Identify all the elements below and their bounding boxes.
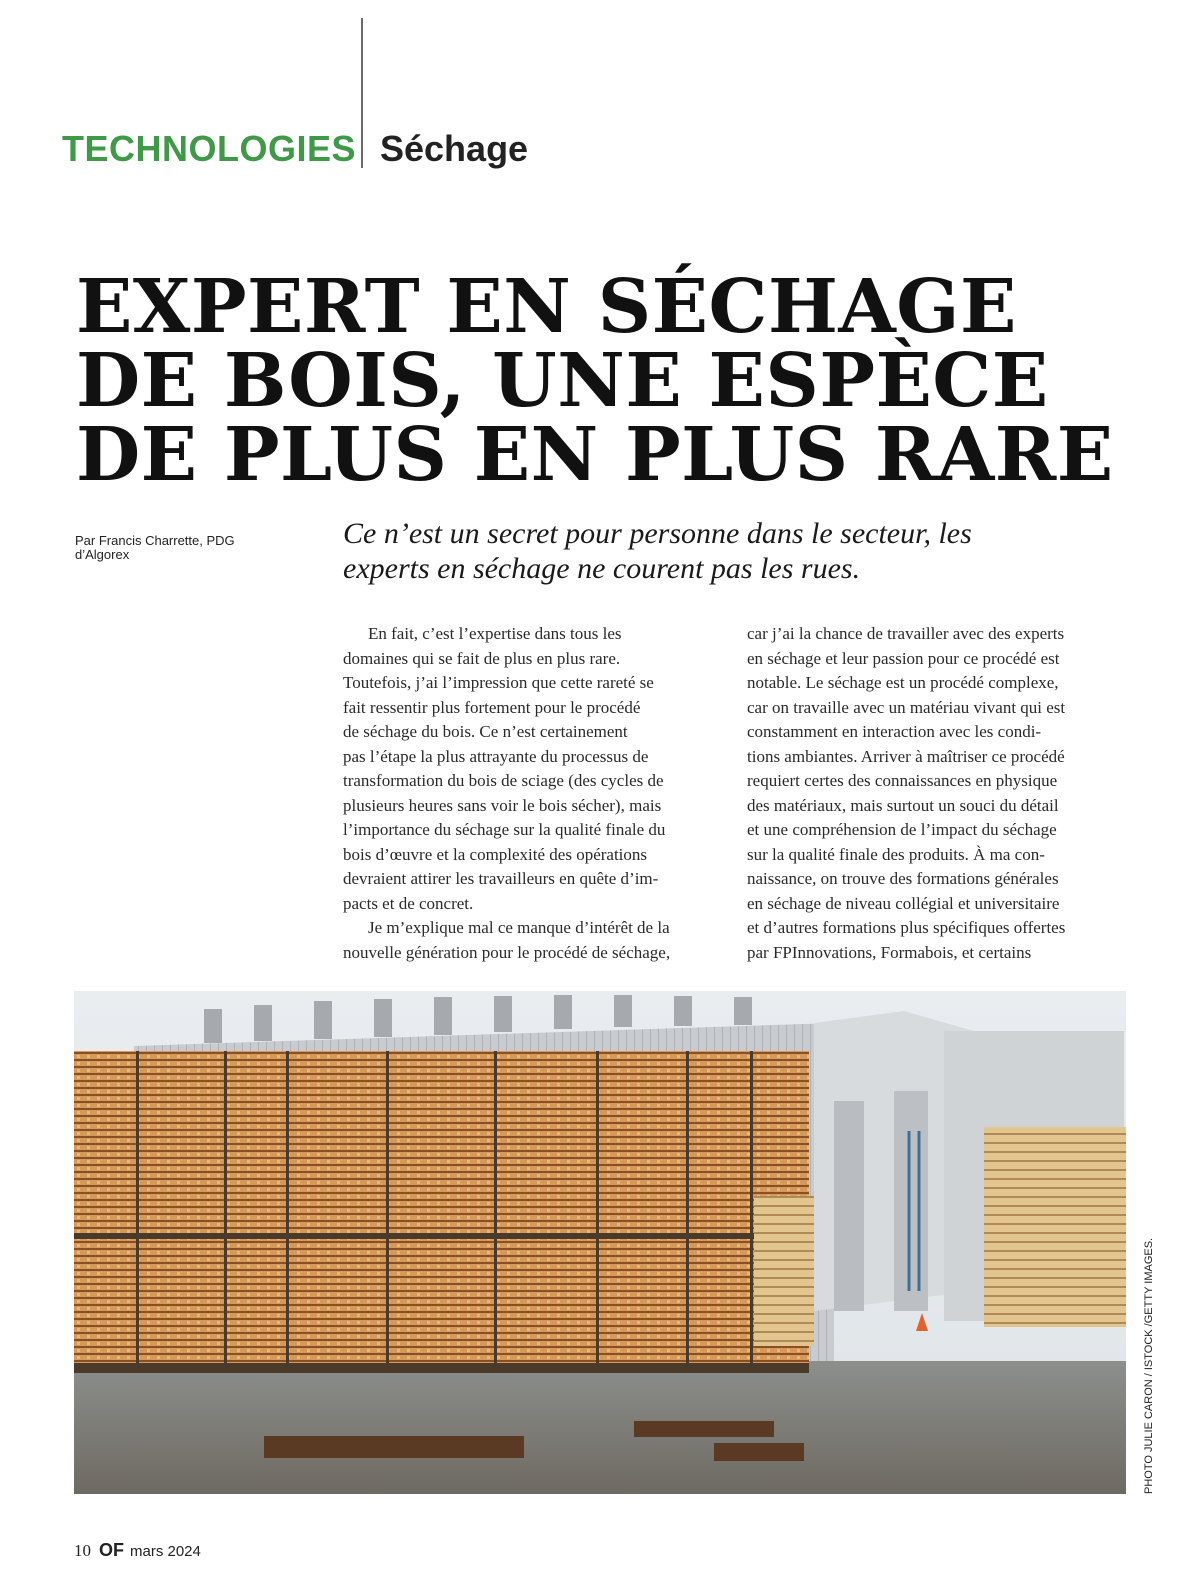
body-line: l’importance du séchage sur la qualité finale du (343, 820, 666, 839)
body-line: pas l’étape la plus attrayante du processus de (343, 746, 649, 766)
body-line: en séchage et leur passion pour ce procédé est (747, 648, 1060, 668)
article-headline (76, 264, 1156, 498)
lumber-yard-photo (74, 991, 1126, 1494)
body-line: et une compréhension de l’impact du séchage (747, 820, 1057, 839)
page-number: 10 (74, 1541, 91, 1560)
body-line: nouvelle génération pour le procédé de séchage, (343, 942, 671, 962)
body-line: fait ressentir plus fortement pour le procédé (343, 697, 641, 717)
headline-line: DE PLUS EN PLUS RARE (76, 412, 1114, 498)
body-line: par FPInnovations, Formabois, et certains (747, 942, 1032, 962)
body-line: plusieurs heures sans voir le bois sécher), mais (343, 795, 662, 815)
subsection-label: Séchage (380, 128, 529, 169)
body-line: Je m’explique mal ce manque d’intérêt de la (368, 918, 670, 937)
headline-line: EXPERT EN SÉCHAGE (76, 264, 1017, 350)
body-line: sur la qualité finale des produits. À ma con- (747, 844, 1045, 864)
body-line: en séchage de niveau collégial et universitaire (747, 893, 1060, 913)
body-line: des matériaux, mais surtout un souci du détail (747, 795, 1059, 815)
body-line: notable. Le séchage est un procédé complexe, (747, 673, 1059, 692)
body-line: de séchage du bois. Ce n’est certainement (343, 722, 628, 741)
body-line: car on travaille avec un matériau vivant qui est (747, 697, 1066, 717)
header-divider-rule (361, 18, 363, 168)
body-line: et d’autres formations plus spécifiques offertes (747, 918, 1066, 937)
body-line: devraient attirer les travailleurs en quête d’im- (343, 869, 659, 888)
body-line: Toutefois, j’ai l’impression que cette rareté se (343, 673, 654, 692)
body-line: transformation du bois de sciage (des cycles de (343, 771, 664, 790)
body-line: constamment en interaction avec les condi- (747, 722, 1042, 741)
body-line: domaines qui se fait de plus en plus rare. (343, 648, 621, 668)
body-line: requiert certes des connaissances en physique (747, 771, 1058, 790)
issue-date: mars 2024 (130, 1543, 201, 1560)
section-header (62, 128, 529, 178)
body-line: bois d’œuvre et la complexité des opérations (343, 844, 648, 864)
magazine-name: OF (99, 1540, 124, 1560)
deck-line: Ce n’est un secret pour personne dans le secteur, les (343, 517, 972, 550)
body-line: naissance, on trouve des formations générales (747, 869, 1059, 888)
photo-credit: PHOTO JULIE CARON / ISTOCK /GETTY IMAGES. (1143, 1237, 1155, 1494)
section-label: TECHNOLOGIES (62, 128, 357, 169)
body-line: car j’ai la chance de travailler avec des experts (747, 624, 1065, 643)
author-byline: Par Francis Charrette, PDG d’Algorex (75, 533, 235, 562)
page-footer (74, 1540, 201, 1561)
deck-line: experts en séchage ne courent pas les rues. (343, 552, 861, 585)
body-column-1 (343, 622, 728, 965)
article-deck (343, 516, 1123, 586)
body-line: En fait, c’est l’expertise dans tous les (368, 624, 622, 643)
body-line: tions ambiantes. Arriver à maîtriser ce procédé (747, 746, 1065, 766)
headline-line: DE BOIS, UNE ESPÈCE (76, 338, 1049, 424)
body-line: pacts et de concret. (343, 893, 474, 913)
body-column-2 (747, 622, 1127, 965)
